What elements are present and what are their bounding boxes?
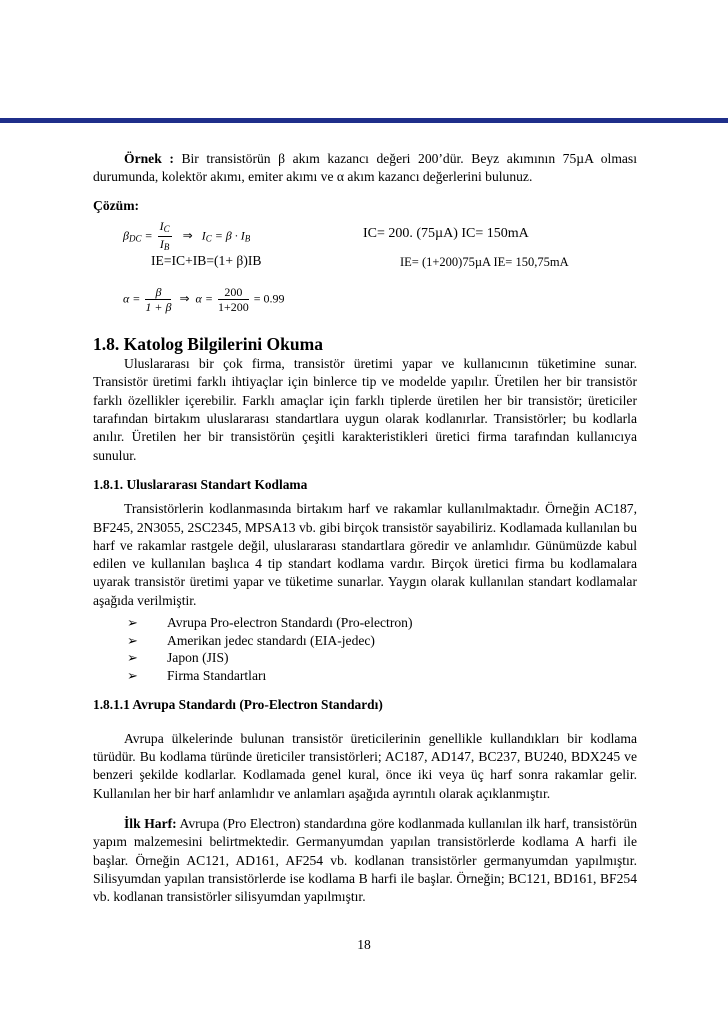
alpha-denominator: 1+200 (217, 299, 249, 314)
example-paragraph (93, 150, 637, 187)
first-letter-text: Avrupa (Pro Electron) standardına göre kodlanmada kullanılan ilk harf, transistörün yapım malzemesini belirtmektedir. Germanyumdan yapılan transistörlerde kodlama A harfi ile başlar. Örneğin AC121, AD161, AF254 vb. kodlanan transistörler germanyumdan yapılmıştır. Silisyumdan yapılan transistörlerde ise kodlama B harfi ile başlar. Örneğin; BC121, BD161, BF254 vb. kodlanan transistörler silisyumdan yapılmıştır. (93, 815, 638, 905)
arrow-bullet-icon: ➢ (127, 667, 138, 683)
section-1-8-1-title: 1.8.1. Uluslararası Standart Kodlama (93, 476, 308, 492)
list-item: ➢ Firma Standartları (127, 667, 267, 683)
ic-equation-text: IC= 200. (75µA) IC= 150mA (363, 225, 529, 241)
alpha-formula: α = $\frac{\beta}{1 + \beta}$ ⇒ α = $\frac{200}{1+200}$ = 0.99 (123, 284, 285, 314)
first-letter-paragraph (93, 815, 637, 906)
section-1-8-1-1-paragraph: Avrupa ülkelerinde bulunan transistör üreticilerinin genellikle kullandıkları bir kodlama türüdür. Bu kodlama türünde üreticiler transistörleri; AC187, AD147, BC237, BU240, BDX245 ve benzeri şekilde kodlarlar. Kodlamada genel kural, önce iki veya üç harf sonra rakamlar gelir. Kullanılan her bir harf anlamlıdır ve anlamları aşağıda ayrıntılı olarak açıklanmıştır. (93, 730, 637, 801)
solution-label: Çözüm: (93, 197, 140, 213)
section-1-8-1-paragraph: Transistörlerin kodlanmasında birtakım harf ve rakamlar kullanılmaktadır. Örneğin AC187, BF245, 2N3055, 2SC2345, MPSA13 vb. gibi birçok transistör sayabiliriz. Kodlamada kullanılan bu harf ve rakamlar rastgele değil, uluslararası standartlara göredir ve anlamlıdır. Günümüzde kabul edilen ve kullanılan başlıca 4 tip standart kodlama vardır. Birçok üretici firma bu kodlamalara uyarak transistör üretimi yapar ve tüketime sunarlar. Yaygın olarak kullanılan standart kodlamalar aşağıda verilmiştir. (93, 501, 637, 608)
standards-list (93, 614, 637, 684)
first-letter-label: İlk Harf: (124, 815, 177, 831)
section-1-8-1-1-title: 1.8.1.1 Avrupa Standardı (Pro-Electron Standardı) (93, 697, 383, 713)
beta-formula: $\beta_{DC}$ = $\frac{I_C}{I_B}$ ⇒ $I_C = \beta \cdot I_B$ (123, 218, 251, 252)
solution-formulas (93, 215, 637, 323)
list-item: ➢ Amerikan jedec standardı (EIA-jedec) (127, 632, 375, 648)
arrow-bullet-icon: ➢ (127, 632, 138, 648)
page-number: 18 (357, 937, 371, 952)
header-rule (0, 118, 728, 123)
page-content (93, 150, 637, 906)
arrow-bullet-icon: ➢ (127, 615, 138, 631)
ie-equation-left: IE=IC+IB=(1+ β)IB (151, 252, 262, 268)
alpha-result: = 0.99 (253, 291, 285, 306)
example-text: Bir transistörün β akım kazancı değeri 200’dür. Beyz akımının 75µA olması durumunda, kolektör akımı, emiter akımı ve α akım kazancı değerlerini bulunuz. (93, 151, 637, 185)
list-item: ➢ Japon (JIS) (127, 650, 229, 666)
list-item: ➢ Avrupa Pro-electron Standardı (Pro-electron) (127, 615, 413, 631)
section-1-8-paragraph: Uluslararası bir çok firma, transistör üretimi yapar ve kullanıcının tüketimine sunar. Transistör üretimi farklı ihtiyaçlar için binlerce tip ve modelde yapılır. Üretilen her bir transistör farklı özellikler içerebilir. Farklı amaçlar için farklı tiplerde üretilen her bir transistör; üreticiler tarafından birtakım uluslararası standartlara uygun olarak kodlanırlar. Transistörler; bu kodlarla anılır. Üretilen her bir transistörün çeşitli karakteristikleri üretici firma tarafından kullanıcıya sunulur. (93, 356, 637, 463)
arrow-bullet-icon: ➢ (127, 650, 138, 666)
ie-equation-right: IE= (1+200)75µA IE= 150,75mA (400, 254, 569, 269)
ic-equation (363, 225, 529, 243)
alpha-numerator: 200 (218, 285, 249, 300)
section-1-8-title: 1.8. Katolog Bilgilerini Okuma (93, 333, 323, 354)
example-label: Örnek : (124, 151, 174, 166)
